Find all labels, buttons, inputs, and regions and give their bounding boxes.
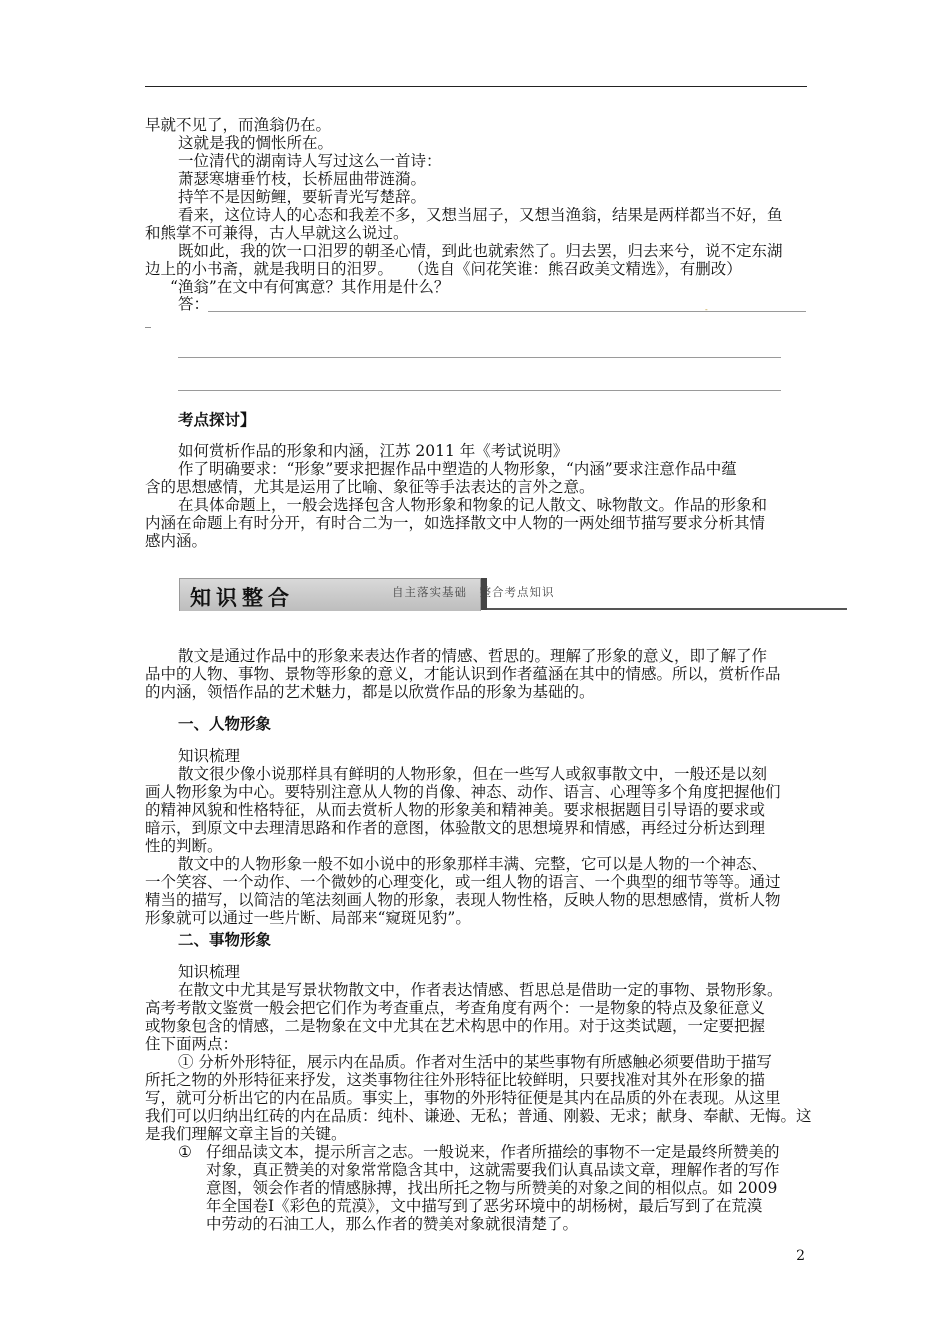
text-line: 对象，真正赞美的对象常常隐含其中，这就需要我们认真品读文章，理解作者的写作 [206,1161,780,1179]
answer-dash: _ [145,314,151,328]
header-rule [145,86,807,87]
text-line: 散文很少像小说那样具有鲜明的人物形象，但在一些写人或叙事散文中，一般还是以刻 [178,765,768,783]
text-line: 性的判断。 [145,837,223,855]
text-line: 意图，领会作者的情感脉搏，找出所托之物与所赞美的对象之间的相似点。如 2009 [206,1179,778,1197]
subheading: 知识梳理 [178,963,241,981]
text-line: 如何赏析作品的形象和内涵，江苏 2011 年《考试说明》 [178,442,569,460]
text-line: 内涵在命题上有时分开，有时合二为一，如选择散文中人物的一两处细节描写要求分析其情 [145,514,766,532]
banner-underline [487,608,847,610]
text-line: 这就是我的惆怅所在。 [178,134,334,152]
text-line: 一个笑容、一个动作、一个微妙的心理变化，或一组人物的语言、一个典型的细节等等。通过 [145,873,781,891]
mark-dot: - [705,305,708,314]
banner-subtitle: 自主落实基础 整合考点知识 [392,585,555,599]
answer-line[interactable] [178,390,781,391]
text-line: 早就不见了，而渔翁仍在。 [145,116,332,134]
text-line: 的精神风貌和性格特征，从而去赏析人物的形象美和精神美。要求根据题目引导语的要求或 [145,801,766,819]
answer-line[interactable] [208,311,806,312]
text-line: 仔细品读文本，提示所言之志。一般说来，作者所描绘的事物不一定是最终所赞美的 [206,1143,780,1161]
list-marker: ① [178,1143,192,1161]
text-line: 或物象包含的情感，二是物象在文中尤其在艺术构思中的作用。对于这类试题，一定要把握 [145,1017,766,1035]
banner-title: 知识整合 [190,586,294,610]
text-line: 在散文中尤其是写景状物散文中，作者表达情感、哲思总是借助一定的事物、景物形象。 [178,981,783,999]
text-line: 形象就可以通过一些片断、局部来“窥斑见豹”。 [145,909,471,927]
text-line: 品中的人物、事物、景物等形象的意义，才能认识到作者蕴涵在其中的情感。所以，赏析作品 [145,665,781,683]
text-line: 画人物形象为中心。要特别注意从人物的肖像、神态、动作、语言、心理等多个角度把握他们 [145,783,781,801]
poem-line: 萧瑟寒塘垂竹枝，长桥屈曲带涟漪。 [178,170,427,188]
answer-line[interactable] [178,357,781,358]
answer-label: 答： [178,295,210,313]
text-line: ① 分析外形特征，展示内在品质。作者对生活中的某些事物有所感触必须要借助于描写 [178,1053,772,1071]
text-line: 我们可以归纳出红砖的内在品质：纯朴、谦逊、无私；普通、刚毅、无求；献身、奉献、无悔。这 [145,1107,812,1125]
text-line: 年全国卷Ⅰ《彩色的荒漠》，文中描写到了恶劣环境中的胡杨树，最后写到了在荒漠 [206,1197,763,1215]
section-heading-people: 一、人物形象 [178,714,272,733]
poem-line: 持竿不是因鲂鲤，要斩青光写楚辞。 [178,188,427,206]
text-line: 在具体命题上，一般会选择包含人物形象和物象的记人散文、咏物散文。作品的形象和 [178,496,768,514]
source-line: 边上的小书斋，就是我明日的汨罗。 （选自《问花笑谁：熊召政美文精选》，有删改） [145,260,742,278]
text-line: 一位清代的湖南诗人写过这么一首诗： [178,152,442,170]
text-line: 暗示，到原文中去理清思路和作者的意图，体验散文的思想境界和情感，再经过分析达到理 [145,819,766,837]
text-line: 中劳动的石油工人，那么作者的赞美对象就很清楚了。 [206,1215,579,1233]
text-line: 含的思想感情，尤其是运用了比喻、象征等手法表达的言外之意。 [145,478,595,496]
text-line: 作了明确要求：“形象”要求把握作品中塑造的人物形象，“内涵”要求注意作品中蕴 [178,460,737,478]
question: “渔翁”在文中有何寓意？其作用是什么？ [170,278,450,296]
text-line: 的内涵，领悟作品的艺术魅力，都是以欣赏作品的形象为基础的。 [145,683,595,701]
text-line: 和熊掌不可兼得，古人早就这么说过。 [145,224,409,242]
text-line: 精当的描写，以简洁的笔法刻画人物的形象，表现人物性格，反映人物的思想感情，赏析人物 [145,891,781,909]
text-line: 散文是通过作品中的形象来表达作者的情感、哲思的。理解了形象的意义，即了解了作 [178,647,768,665]
subheading: 知识梳理 [178,747,241,765]
text-line: 散文中的人物形象一般不如小说中的形象那样丰满、完整，它可以是人物的一个神态、 [178,855,768,873]
text-line: 感内涵。 [145,532,208,550]
section-heading-objects: 二、事物形象 [178,930,272,949]
text-line: 既如此，我的饮一口汨罗的朝圣心情，到此也就索然了。归去罢，归去来兮，说不定东湖 [178,242,783,260]
text-line: 看来，这位诗人的心态和我差不多，又想当屈子，又想当渔翁，结果是两样都当不好，鱼 [178,206,783,224]
section-heading-kaodian: 考点探讨】 [178,410,256,429]
text-line: 高考考散文鉴赏一般会把它们作为考查重点，考查角度有两个：一是物象的特点及象征意义 [145,999,766,1017]
text-line: 写，就可分析出它的内在品质。事实上，事物的外形特征便是其内在品质的外在表现。从这里 [145,1089,781,1107]
text-line: 住下面两点： [145,1035,239,1053]
page-number: 2 [796,1248,805,1264]
text-line: 是我们理解文章主旨的关键。 [145,1125,347,1143]
text-line: 所托之物的外形特征来抒发，这类事物往往外形特征比较鲜明，只要找准对其外在形象的描 [145,1071,766,1089]
